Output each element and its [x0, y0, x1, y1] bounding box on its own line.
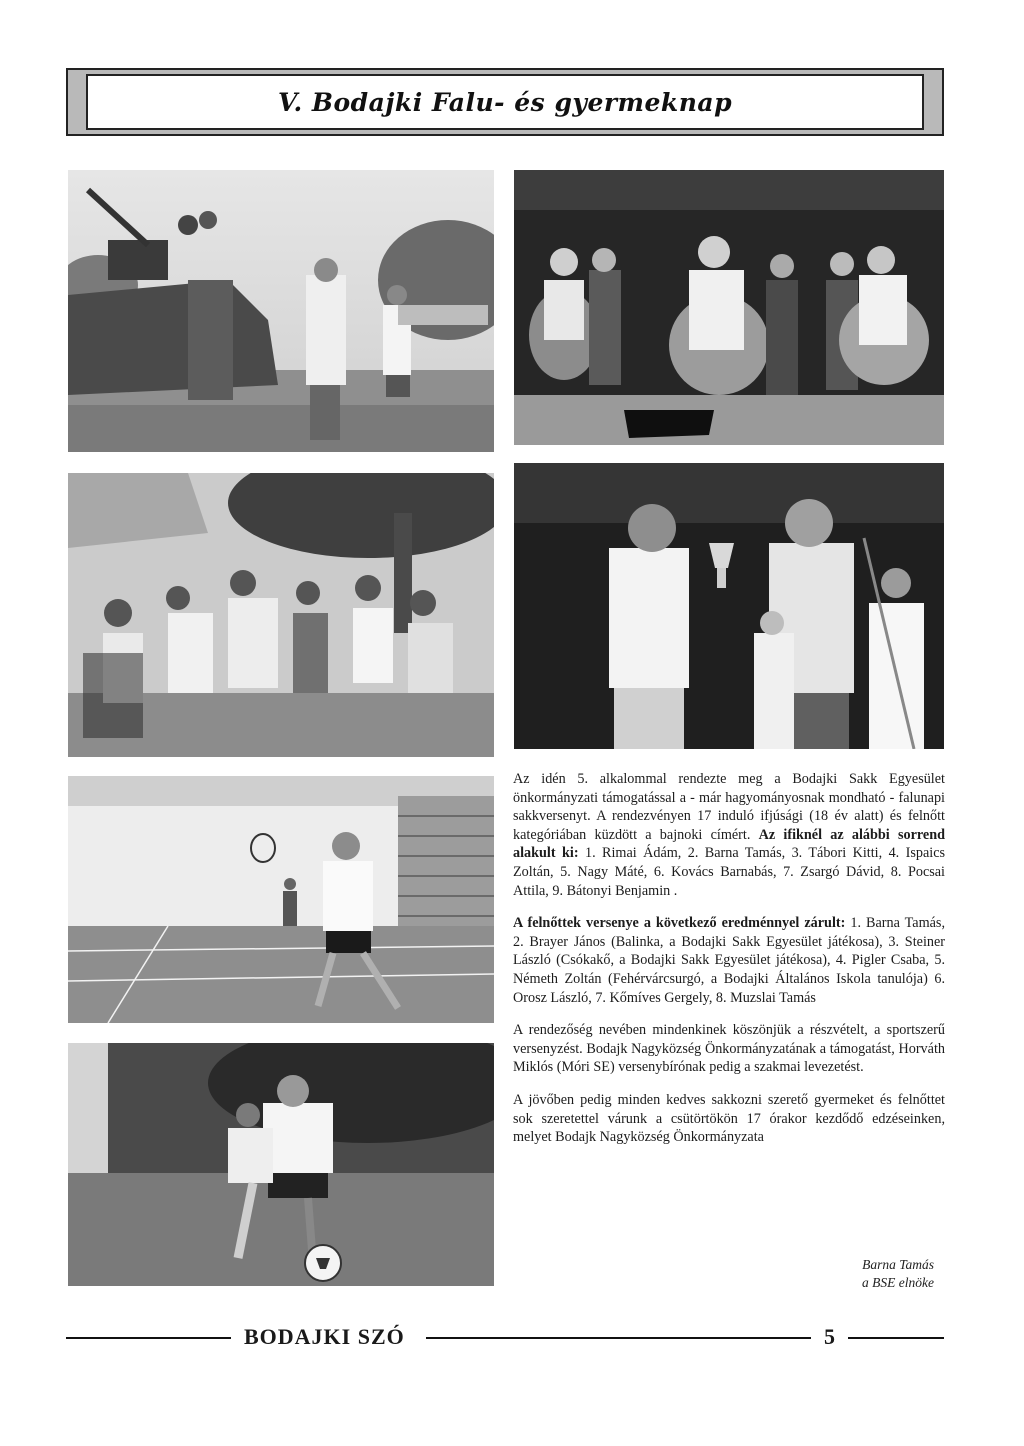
header-frame	[86, 74, 924, 130]
signature	[862, 1256, 934, 1292]
page-footer	[66, 1318, 944, 1358]
footer-rule-right	[848, 1337, 944, 1339]
youth-results-list: 1. Rimai Ádám, 2. Barna Tamás, 3. Tábori Kitti, 4. Ispaics Zoltán, 5. Nagy Máté, 6. Kovács Barnabás, 7. Zsargó Dávid, 8. Pocsai Attila, 9. Bátonyi Benjamin .	[513, 845, 946, 899]
article-body	[513, 770, 945, 1161]
page-number: 5	[824, 1324, 835, 1349]
footer-rule-left	[66, 1337, 231, 1339]
photo-armored-vehicle	[68, 170, 494, 452]
article-paragraph-adults	[513, 914, 945, 1007]
page-title: V. Bodajki Falu- és gyermeknap	[277, 87, 733, 117]
photo-audience	[68, 473, 494, 757]
signature-name: Barna Tamás	[862, 1257, 934, 1272]
photo-folk-dancers	[514, 170, 944, 445]
adult-results-heading: A felnőttek versenye a következő eredménnyel zárult:	[513, 915, 846, 932]
article-paragraph-thanks: A rendezőség nevében mindenkinek köszönjük a részvételt, a sportszerű versenyzést. Bodajk Nagyközség Önkormányzatának a támogatást, Horváth Miklós (Móri SE) versenybírónak pedig a szakmai levezetést.	[513, 1022, 945, 1076]
signature-role: a BSE elnöke	[862, 1275, 934, 1290]
photo-badminton	[68, 776, 494, 1023]
intro-text: Az idén 5. alkalommal rendezte meg a Bodajki Sakk Egyesület önkormányzati támogatással a - már hagyományosnak mondható - falunapi sakkversenyt. A rendezvényen 17 induló ifjúsági (18 év alatt) és felnőtt kategóriában küzdött a bajnoki címért.	[513, 771, 945, 843]
adult-results-list: 1. Barna Tamás, 2. Brayer János (Balinka, a Bodajki Sakk Egyesület játékosa), 3. Steiner László (Csókakő, a Bodajki Sakk Egyesület játékosa), 4. Pigler Csaba, 5. Németh Zoltán (Fehérvárcsurgó, a Bodajki Általános Iskola tanulója) 6. Orosz László, 7. Kőmíves Gergely, 8. Muzslai Tamás	[513, 915, 945, 1006]
publication-name: BODAJKI SZÓ	[244, 1324, 405, 1349]
photo-award-ceremony	[514, 463, 944, 749]
youth-results-heading: Az ifiknél az alábbi sorrend alakult ki:	[513, 826, 945, 862]
photo-football	[68, 1043, 494, 1286]
article-paragraph-invitation: A jövőben pedig minden kedves sakkozni szerető gyermeket és felnőttet sok szeretettel várunk a csütörtökön 17 órakor kezdődő edzéseinken, melyet Bodajk Nagyközség Önkormányzata	[513, 1091, 945, 1146]
header-banner	[66, 68, 944, 136]
article-paragraph-intro	[513, 770, 945, 900]
footer-rule-middle	[426, 1337, 811, 1339]
